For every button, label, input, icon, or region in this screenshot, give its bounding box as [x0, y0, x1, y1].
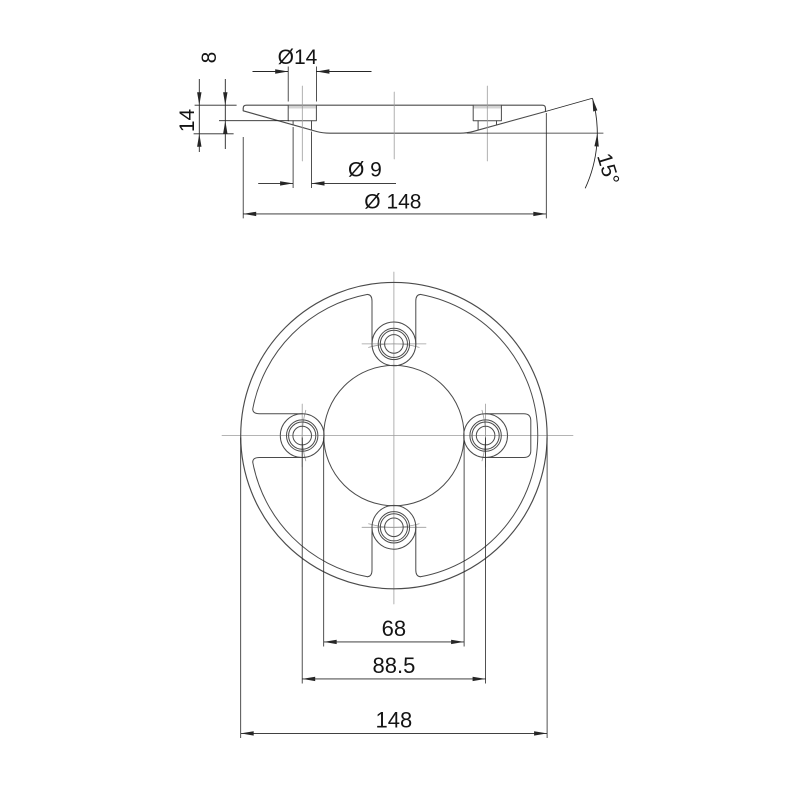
dim-counterbore-diameter [253, 46, 372, 102]
counterbore-diameter-label: Ø14 [277, 46, 318, 69]
plan-view [222, 272, 573, 738]
section-view [176, 46, 623, 218]
section-outer-diameter-label: Ø 148 [364, 190, 422, 214]
thickness-label: 14 [176, 108, 199, 133]
hole-diameter-label: Ø 9 [347, 158, 382, 182]
counterbore-depth-label: 8 [198, 51, 221, 64]
taper-angle-label: 15° [592, 150, 624, 188]
bolt-circle-label: 88.5 [372, 653, 416, 678]
dim-counterbore-depth [198, 52, 289, 149]
center-circle-label: 68 [381, 616, 407, 641]
dim-hole-diameter [258, 127, 396, 188]
dim-thickness [176, 79, 237, 152]
plan-outer-diameter-label: 148 [375, 707, 413, 733]
